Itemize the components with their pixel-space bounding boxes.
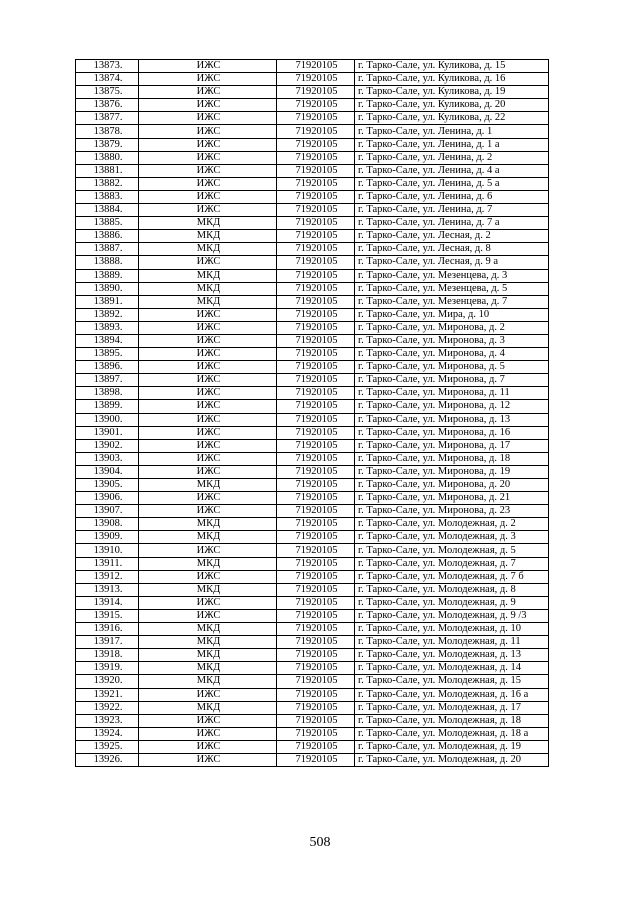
oktmo-code-cell: 71920105 xyxy=(277,230,355,243)
building-type-cell: МКД xyxy=(139,675,277,688)
building-type-cell: ИЖС xyxy=(139,465,277,478)
building-type-cell: МКД xyxy=(139,479,277,492)
building-type-cell: ИЖС xyxy=(139,609,277,622)
oktmo-code-cell: 71920105 xyxy=(277,714,355,727)
building-type-cell: ИЖС xyxy=(139,753,277,766)
row-number-cell: 13911. xyxy=(76,557,139,570)
row-number-cell: 13881. xyxy=(76,164,139,177)
table-row xyxy=(76,190,549,203)
row-number-cell: 13898. xyxy=(76,387,139,400)
oktmo-code-cell: 71920105 xyxy=(277,609,355,622)
address-cell: г. Тарко-Сале, ул. Ленина, д. 6 xyxy=(355,190,549,203)
building-type-cell: МКД xyxy=(139,531,277,544)
building-type-cell: ИЖС xyxy=(139,60,277,73)
oktmo-code-cell: 71920105 xyxy=(277,492,355,505)
row-number-cell: 13900. xyxy=(76,413,139,426)
address-cell: г. Тарко-Сале, ул. Молодежная, д. 5 xyxy=(355,544,549,557)
building-type-cell: МКД xyxy=(139,243,277,256)
row-number-cell: 13894. xyxy=(76,334,139,347)
address-cell: г. Тарко-Сале, ул. Миронова, д. 3 xyxy=(355,334,549,347)
address-cell: г. Тарко-Сале, ул. Молодежная, д. 9 xyxy=(355,596,549,609)
table-row xyxy=(76,701,549,714)
address-cell: г. Тарко-Сале, ул. Молодежная, д. 15 xyxy=(355,675,549,688)
row-number-cell: 13895. xyxy=(76,348,139,361)
address-cell: г. Тарко-Сале, ул. Куликова, д. 16 xyxy=(355,73,549,86)
address-cell: г. Тарко-Сале, ул. Молодежная, д. 9 /3 xyxy=(355,609,549,622)
table-row xyxy=(76,138,549,151)
table-row xyxy=(76,623,549,636)
address-cell: г. Тарко-Сале, ул. Куликова, д. 15 xyxy=(355,60,549,73)
table-row xyxy=(76,649,549,662)
oktmo-code-cell: 71920105 xyxy=(277,675,355,688)
building-type-cell: ИЖС xyxy=(139,570,277,583)
address-cell: г. Тарко-Сале, ул. Молодежная, д. 2 xyxy=(355,518,549,531)
oktmo-code-cell: 71920105 xyxy=(277,727,355,740)
row-number-cell: 13908. xyxy=(76,518,139,531)
building-type-cell: ИЖС xyxy=(139,374,277,387)
address-cell: г. Тарко-Сале, ул. Ленина, д. 5 а xyxy=(355,177,549,190)
table-row xyxy=(76,256,549,269)
table-row xyxy=(76,361,549,374)
row-number-cell: 13901. xyxy=(76,426,139,439)
row-number-cell: 13903. xyxy=(76,452,139,465)
table-row xyxy=(76,400,549,413)
table-row xyxy=(76,714,549,727)
row-number-cell: 13921. xyxy=(76,688,139,701)
table-row xyxy=(76,125,549,138)
address-cell: г. Тарко-Сале, ул. Миронова, д. 18 xyxy=(355,452,549,465)
oktmo-code-cell: 71920105 xyxy=(277,348,355,361)
address-cell: г. Тарко-Сале, ул. Миронова, д. 11 xyxy=(355,387,549,400)
building-type-cell: ИЖС xyxy=(139,334,277,347)
building-type-cell: МКД xyxy=(139,583,277,596)
table-row xyxy=(76,518,549,531)
oktmo-code-cell: 71920105 xyxy=(277,204,355,217)
building-type-cell: ИЖС xyxy=(139,596,277,609)
building-type-cell: ИЖС xyxy=(139,505,277,518)
table-row xyxy=(76,112,549,125)
address-cell: г. Тарко-Сале, ул. Ленина, д. 1 а xyxy=(355,138,549,151)
building-type-cell: МКД xyxy=(139,518,277,531)
building-type-cell: ИЖС xyxy=(139,99,277,112)
oktmo-code-cell: 71920105 xyxy=(277,557,355,570)
building-type-cell: ИЖС xyxy=(139,387,277,400)
table-row xyxy=(76,308,549,321)
building-type-cell: ИЖС xyxy=(139,400,277,413)
row-number-cell: 13887. xyxy=(76,243,139,256)
building-type-cell: ИЖС xyxy=(139,361,277,374)
table-row xyxy=(76,60,549,73)
oktmo-code-cell: 71920105 xyxy=(277,217,355,230)
table-row xyxy=(76,636,549,649)
row-number-cell: 13917. xyxy=(76,636,139,649)
oktmo-code-cell: 71920105 xyxy=(277,73,355,86)
table-row xyxy=(76,531,549,544)
oktmo-code-cell: 71920105 xyxy=(277,190,355,203)
address-cell: г. Тарко-Сале, ул. Миронова, д. 5 xyxy=(355,361,549,374)
row-number-cell: 13882. xyxy=(76,177,139,190)
address-cell: г. Тарко-Сале, ул. Молодежная, д. 14 xyxy=(355,662,549,675)
row-number-cell: 13899. xyxy=(76,400,139,413)
row-number-cell: 13926. xyxy=(76,753,139,766)
row-number-cell: 13874. xyxy=(76,73,139,86)
row-number-cell: 13878. xyxy=(76,125,139,138)
building-type-cell: МКД xyxy=(139,649,277,662)
row-number-cell: 13879. xyxy=(76,138,139,151)
address-cell: г. Тарко-Сале, ул. Мезенцева, д. 3 xyxy=(355,269,549,282)
oktmo-code-cell: 71920105 xyxy=(277,649,355,662)
table-row xyxy=(76,177,549,190)
address-cell: г. Тарко-Сале, ул. Лесная, д. 2 xyxy=(355,230,549,243)
building-type-cell: ИЖС xyxy=(139,73,277,86)
row-number-cell: 13909. xyxy=(76,531,139,544)
oktmo-code-cell: 71920105 xyxy=(277,400,355,413)
oktmo-code-cell: 71920105 xyxy=(277,334,355,347)
table-row xyxy=(76,505,549,518)
oktmo-code-cell: 71920105 xyxy=(277,544,355,557)
building-type-cell: ИЖС xyxy=(139,256,277,269)
building-type-cell: ИЖС xyxy=(139,308,277,321)
address-cell: г. Тарко-Сале, ул. Миронова, д. 7 xyxy=(355,374,549,387)
oktmo-code-cell: 71920105 xyxy=(277,60,355,73)
building-type-cell: МКД xyxy=(139,295,277,308)
address-cell: г. Тарко-Сале, ул. Миронова, д. 2 xyxy=(355,321,549,334)
address-cell: г. Тарко-Сале, ул. Молодежная, д. 18 xyxy=(355,714,549,727)
row-number-cell: 13875. xyxy=(76,86,139,99)
building-type-cell: МКД xyxy=(139,662,277,675)
oktmo-code-cell: 71920105 xyxy=(277,688,355,701)
table-row xyxy=(76,243,549,256)
address-cell: г. Тарко-Сале, ул. Лесная, д. 8 xyxy=(355,243,549,256)
oktmo-code-cell: 71920105 xyxy=(277,99,355,112)
row-number-cell: 13924. xyxy=(76,727,139,740)
row-number-cell: 13914. xyxy=(76,596,139,609)
row-number-cell: 13915. xyxy=(76,609,139,622)
oktmo-code-cell: 71920105 xyxy=(277,623,355,636)
address-cell: г. Тарко-Сале, ул. Куликова, д. 19 xyxy=(355,86,549,99)
oktmo-code-cell: 71920105 xyxy=(277,295,355,308)
building-type-cell: ИЖС xyxy=(139,321,277,334)
oktmo-code-cell: 71920105 xyxy=(277,413,355,426)
oktmo-code-cell: 71920105 xyxy=(277,426,355,439)
building-type-cell: ИЖС xyxy=(139,452,277,465)
oktmo-code-cell: 71920105 xyxy=(277,596,355,609)
address-cell: г. Тарко-Сале, ул. Молодежная, д. 10 xyxy=(355,623,549,636)
oktmo-code-cell: 71920105 xyxy=(277,505,355,518)
table-row xyxy=(76,688,549,701)
building-type-cell: МКД xyxy=(139,557,277,570)
table-row xyxy=(76,544,549,557)
row-number-cell: 13920. xyxy=(76,675,139,688)
address-cell: г. Тарко-Сале, ул. Миронова, д. 17 xyxy=(355,439,549,452)
table-row xyxy=(76,557,549,570)
oktmo-code-cell: 71920105 xyxy=(277,583,355,596)
building-type-cell: ИЖС xyxy=(139,112,277,125)
row-number-cell: 13880. xyxy=(76,151,139,164)
address-cell: г. Тарко-Сале, ул. Миронова, д. 16 xyxy=(355,426,549,439)
table-row xyxy=(76,164,549,177)
row-number-cell: 13905. xyxy=(76,479,139,492)
building-type-cell: ИЖС xyxy=(139,177,277,190)
table-row xyxy=(76,282,549,295)
row-number-cell: 13913. xyxy=(76,583,139,596)
oktmo-code-cell: 71920105 xyxy=(277,374,355,387)
building-type-cell: ИЖС xyxy=(139,413,277,426)
oktmo-code-cell: 71920105 xyxy=(277,662,355,675)
oktmo-code-cell: 71920105 xyxy=(277,740,355,753)
table-row xyxy=(76,86,549,99)
table-row xyxy=(76,609,549,622)
row-number-cell: 13907. xyxy=(76,505,139,518)
oktmo-code-cell: 71920105 xyxy=(277,256,355,269)
table-row xyxy=(76,426,549,439)
row-number-cell: 13925. xyxy=(76,740,139,753)
table-row xyxy=(76,439,549,452)
oktmo-code-cell: 71920105 xyxy=(277,321,355,334)
row-number-cell: 13885. xyxy=(76,217,139,230)
row-number-cell: 13892. xyxy=(76,308,139,321)
building-type-cell: ИЖС xyxy=(139,125,277,138)
table-row xyxy=(76,452,549,465)
address-cell: г. Тарко-Сале, ул. Миронова, д. 19 xyxy=(355,465,549,478)
oktmo-code-cell: 71920105 xyxy=(277,112,355,125)
table-row xyxy=(76,99,549,112)
building-type-cell: МКД xyxy=(139,623,277,636)
building-type-cell: МКД xyxy=(139,217,277,230)
row-number-cell: 13883. xyxy=(76,190,139,203)
row-number-cell: 13916. xyxy=(76,623,139,636)
address-cell: г. Тарко-Сале, ул. Миронова, д. 13 xyxy=(355,413,549,426)
address-cell: г. Тарко-Сале, ул. Миронова, д. 4 xyxy=(355,348,549,361)
row-number-cell: 13873. xyxy=(76,60,139,73)
address-table xyxy=(75,59,549,767)
address-cell: г. Тарко-Сале, ул. Миронова, д. 20 xyxy=(355,479,549,492)
row-number-cell: 13884. xyxy=(76,204,139,217)
address-cell: г. Тарко-Сале, ул. Молодежная, д. 18 а xyxy=(355,727,549,740)
table-row xyxy=(76,465,549,478)
oktmo-code-cell: 71920105 xyxy=(277,86,355,99)
row-number-cell: 13886. xyxy=(76,230,139,243)
table-row xyxy=(76,230,549,243)
building-type-cell: ИЖС xyxy=(139,190,277,203)
table-row xyxy=(76,269,549,282)
address-cell: г. Тарко-Сале, ул. Молодежная, д. 8 xyxy=(355,583,549,596)
oktmo-code-cell: 71920105 xyxy=(277,570,355,583)
table-row xyxy=(76,73,549,86)
oktmo-code-cell: 71920105 xyxy=(277,452,355,465)
address-cell: г. Тарко-Сале, ул. Молодежная, д. 16 а xyxy=(355,688,549,701)
building-type-cell: МКД xyxy=(139,230,277,243)
address-cell: г. Тарко-Сале, ул. Ленина, д. 2 xyxy=(355,151,549,164)
building-type-cell: МКД xyxy=(139,636,277,649)
table-row xyxy=(76,662,549,675)
oktmo-code-cell: 71920105 xyxy=(277,151,355,164)
table-row xyxy=(76,204,549,217)
oktmo-code-cell: 71920105 xyxy=(277,164,355,177)
address-cell: г. Тарко-Сале, ул. Молодежная, д. 19 xyxy=(355,740,549,753)
building-type-cell: ИЖС xyxy=(139,492,277,505)
oktmo-code-cell: 71920105 xyxy=(277,636,355,649)
building-type-cell: ИЖС xyxy=(139,544,277,557)
oktmo-code-cell: 71920105 xyxy=(277,701,355,714)
address-cell: г. Тарко-Сале, ул. Ленина, д. 4 а xyxy=(355,164,549,177)
address-cell: г. Тарко-Сале, ул. Миронова, д. 21 xyxy=(355,492,549,505)
row-number-cell: 13891. xyxy=(76,295,139,308)
building-type-cell: ИЖС xyxy=(139,138,277,151)
row-number-cell: 13889. xyxy=(76,269,139,282)
building-type-cell: ИЖС xyxy=(139,740,277,753)
address-cell: г. Тарко-Сале, ул. Молодежная, д. 11 xyxy=(355,636,549,649)
address-cell: г. Тарко-Сале, ул. Молодежная, д. 20 xyxy=(355,753,549,766)
oktmo-code-cell: 71920105 xyxy=(277,269,355,282)
oktmo-code-cell: 71920105 xyxy=(277,308,355,321)
oktmo-code-cell: 71920105 xyxy=(277,753,355,766)
address-cell: г. Тарко-Сале, ул. Молодежная, д. 7 б xyxy=(355,570,549,583)
row-number-cell: 13923. xyxy=(76,714,139,727)
table-row xyxy=(76,295,549,308)
table-row xyxy=(76,492,549,505)
table-row xyxy=(76,479,549,492)
row-number-cell: 13897. xyxy=(76,374,139,387)
table-row xyxy=(76,348,549,361)
table-row xyxy=(76,374,549,387)
row-number-cell: 13876. xyxy=(76,99,139,112)
oktmo-code-cell: 71920105 xyxy=(277,531,355,544)
row-number-cell: 13906. xyxy=(76,492,139,505)
building-type-cell: ИЖС xyxy=(139,151,277,164)
address-cell: г. Тарко-Сале, ул. Мезенцева, д. 7 xyxy=(355,295,549,308)
row-number-cell: 13912. xyxy=(76,570,139,583)
address-cell: г. Тарко-Сале, ул. Мезенцева, д. 5 xyxy=(355,282,549,295)
address-cell: г. Тарко-Сале, ул. Молодежная, д. 3 xyxy=(355,531,549,544)
address-cell: г. Тарко-Сале, ул. Куликова, д. 22 xyxy=(355,112,549,125)
address-cell: г. Тарко-Сале, ул. Молодежная, д. 13 xyxy=(355,649,549,662)
address-cell: г. Тарко-Сале, ул. Мира, д. 10 xyxy=(355,308,549,321)
oktmo-code-cell: 71920105 xyxy=(277,125,355,138)
oktmo-code-cell: 71920105 xyxy=(277,465,355,478)
address-cell: г. Тарко-Сале, ул. Миронова, д. 12 xyxy=(355,400,549,413)
row-number-cell: 13922. xyxy=(76,701,139,714)
table-row xyxy=(76,583,549,596)
table-row xyxy=(76,753,549,766)
table-row xyxy=(76,596,549,609)
address-cell: г. Тарко-Сале, ул. Ленина, д. 7 xyxy=(355,204,549,217)
oktmo-code-cell: 71920105 xyxy=(277,439,355,452)
oktmo-code-cell: 71920105 xyxy=(277,479,355,492)
address-cell: г. Тарко-Сале, ул. Ленина, д. 7 а xyxy=(355,217,549,230)
row-number-cell: 13877. xyxy=(76,112,139,125)
table-row xyxy=(76,570,549,583)
row-number-cell: 13910. xyxy=(76,544,139,557)
building-type-cell: ИЖС xyxy=(139,439,277,452)
oktmo-code-cell: 71920105 xyxy=(277,518,355,531)
address-cell: г. Тарко-Сале, ул. Лесная, д. 9 а xyxy=(355,256,549,269)
row-number-cell: 13918. xyxy=(76,649,139,662)
row-number-cell: 13893. xyxy=(76,321,139,334)
table-row xyxy=(76,675,549,688)
row-number-cell: 13890. xyxy=(76,282,139,295)
oktmo-code-cell: 71920105 xyxy=(277,361,355,374)
row-number-cell: 13904. xyxy=(76,465,139,478)
row-number-cell: 13896. xyxy=(76,361,139,374)
building-type-cell: ИЖС xyxy=(139,727,277,740)
oktmo-code-cell: 71920105 xyxy=(277,282,355,295)
address-cell: г. Тарко-Сале, ул. Молодежная, д. 7 xyxy=(355,557,549,570)
building-type-cell: МКД xyxy=(139,282,277,295)
table-row xyxy=(76,151,549,164)
building-type-cell: ИЖС xyxy=(139,426,277,439)
building-type-cell: МКД xyxy=(139,269,277,282)
table-row xyxy=(76,740,549,753)
building-type-cell: ИЖС xyxy=(139,86,277,99)
oktmo-code-cell: 71920105 xyxy=(277,138,355,151)
address-cell: г. Тарко-Сале, ул. Ленина, д. 1 xyxy=(355,125,549,138)
address-cell: г. Тарко-Сале, ул. Миронова, д. 23 xyxy=(355,505,549,518)
table-body xyxy=(76,60,549,767)
table-row xyxy=(76,321,549,334)
table-row xyxy=(76,727,549,740)
building-type-cell: МКД xyxy=(139,701,277,714)
row-number-cell: 13888. xyxy=(76,256,139,269)
page-number: 508 xyxy=(309,835,331,850)
address-cell: г. Тарко-Сале, ул. Куликова, д. 20 xyxy=(355,99,549,112)
table-row xyxy=(76,387,549,400)
table-row xyxy=(76,334,549,347)
oktmo-code-cell: 71920105 xyxy=(277,177,355,190)
address-cell: г. Тарко-Сале, ул. Молодежная, д. 17 xyxy=(355,701,549,714)
oktmo-code-cell: 71920105 xyxy=(277,243,355,256)
building-type-cell: ИЖС xyxy=(139,204,277,217)
building-type-cell: ИЖС xyxy=(139,714,277,727)
row-number-cell: 13919. xyxy=(76,662,139,675)
row-number-cell: 13902. xyxy=(76,439,139,452)
table-row xyxy=(76,217,549,230)
building-type-cell: ИЖС xyxy=(139,164,277,177)
oktmo-code-cell: 71920105 xyxy=(277,387,355,400)
building-type-cell: ИЖС xyxy=(139,688,277,701)
table-row xyxy=(76,413,549,426)
building-type-cell: ИЖС xyxy=(139,348,277,361)
